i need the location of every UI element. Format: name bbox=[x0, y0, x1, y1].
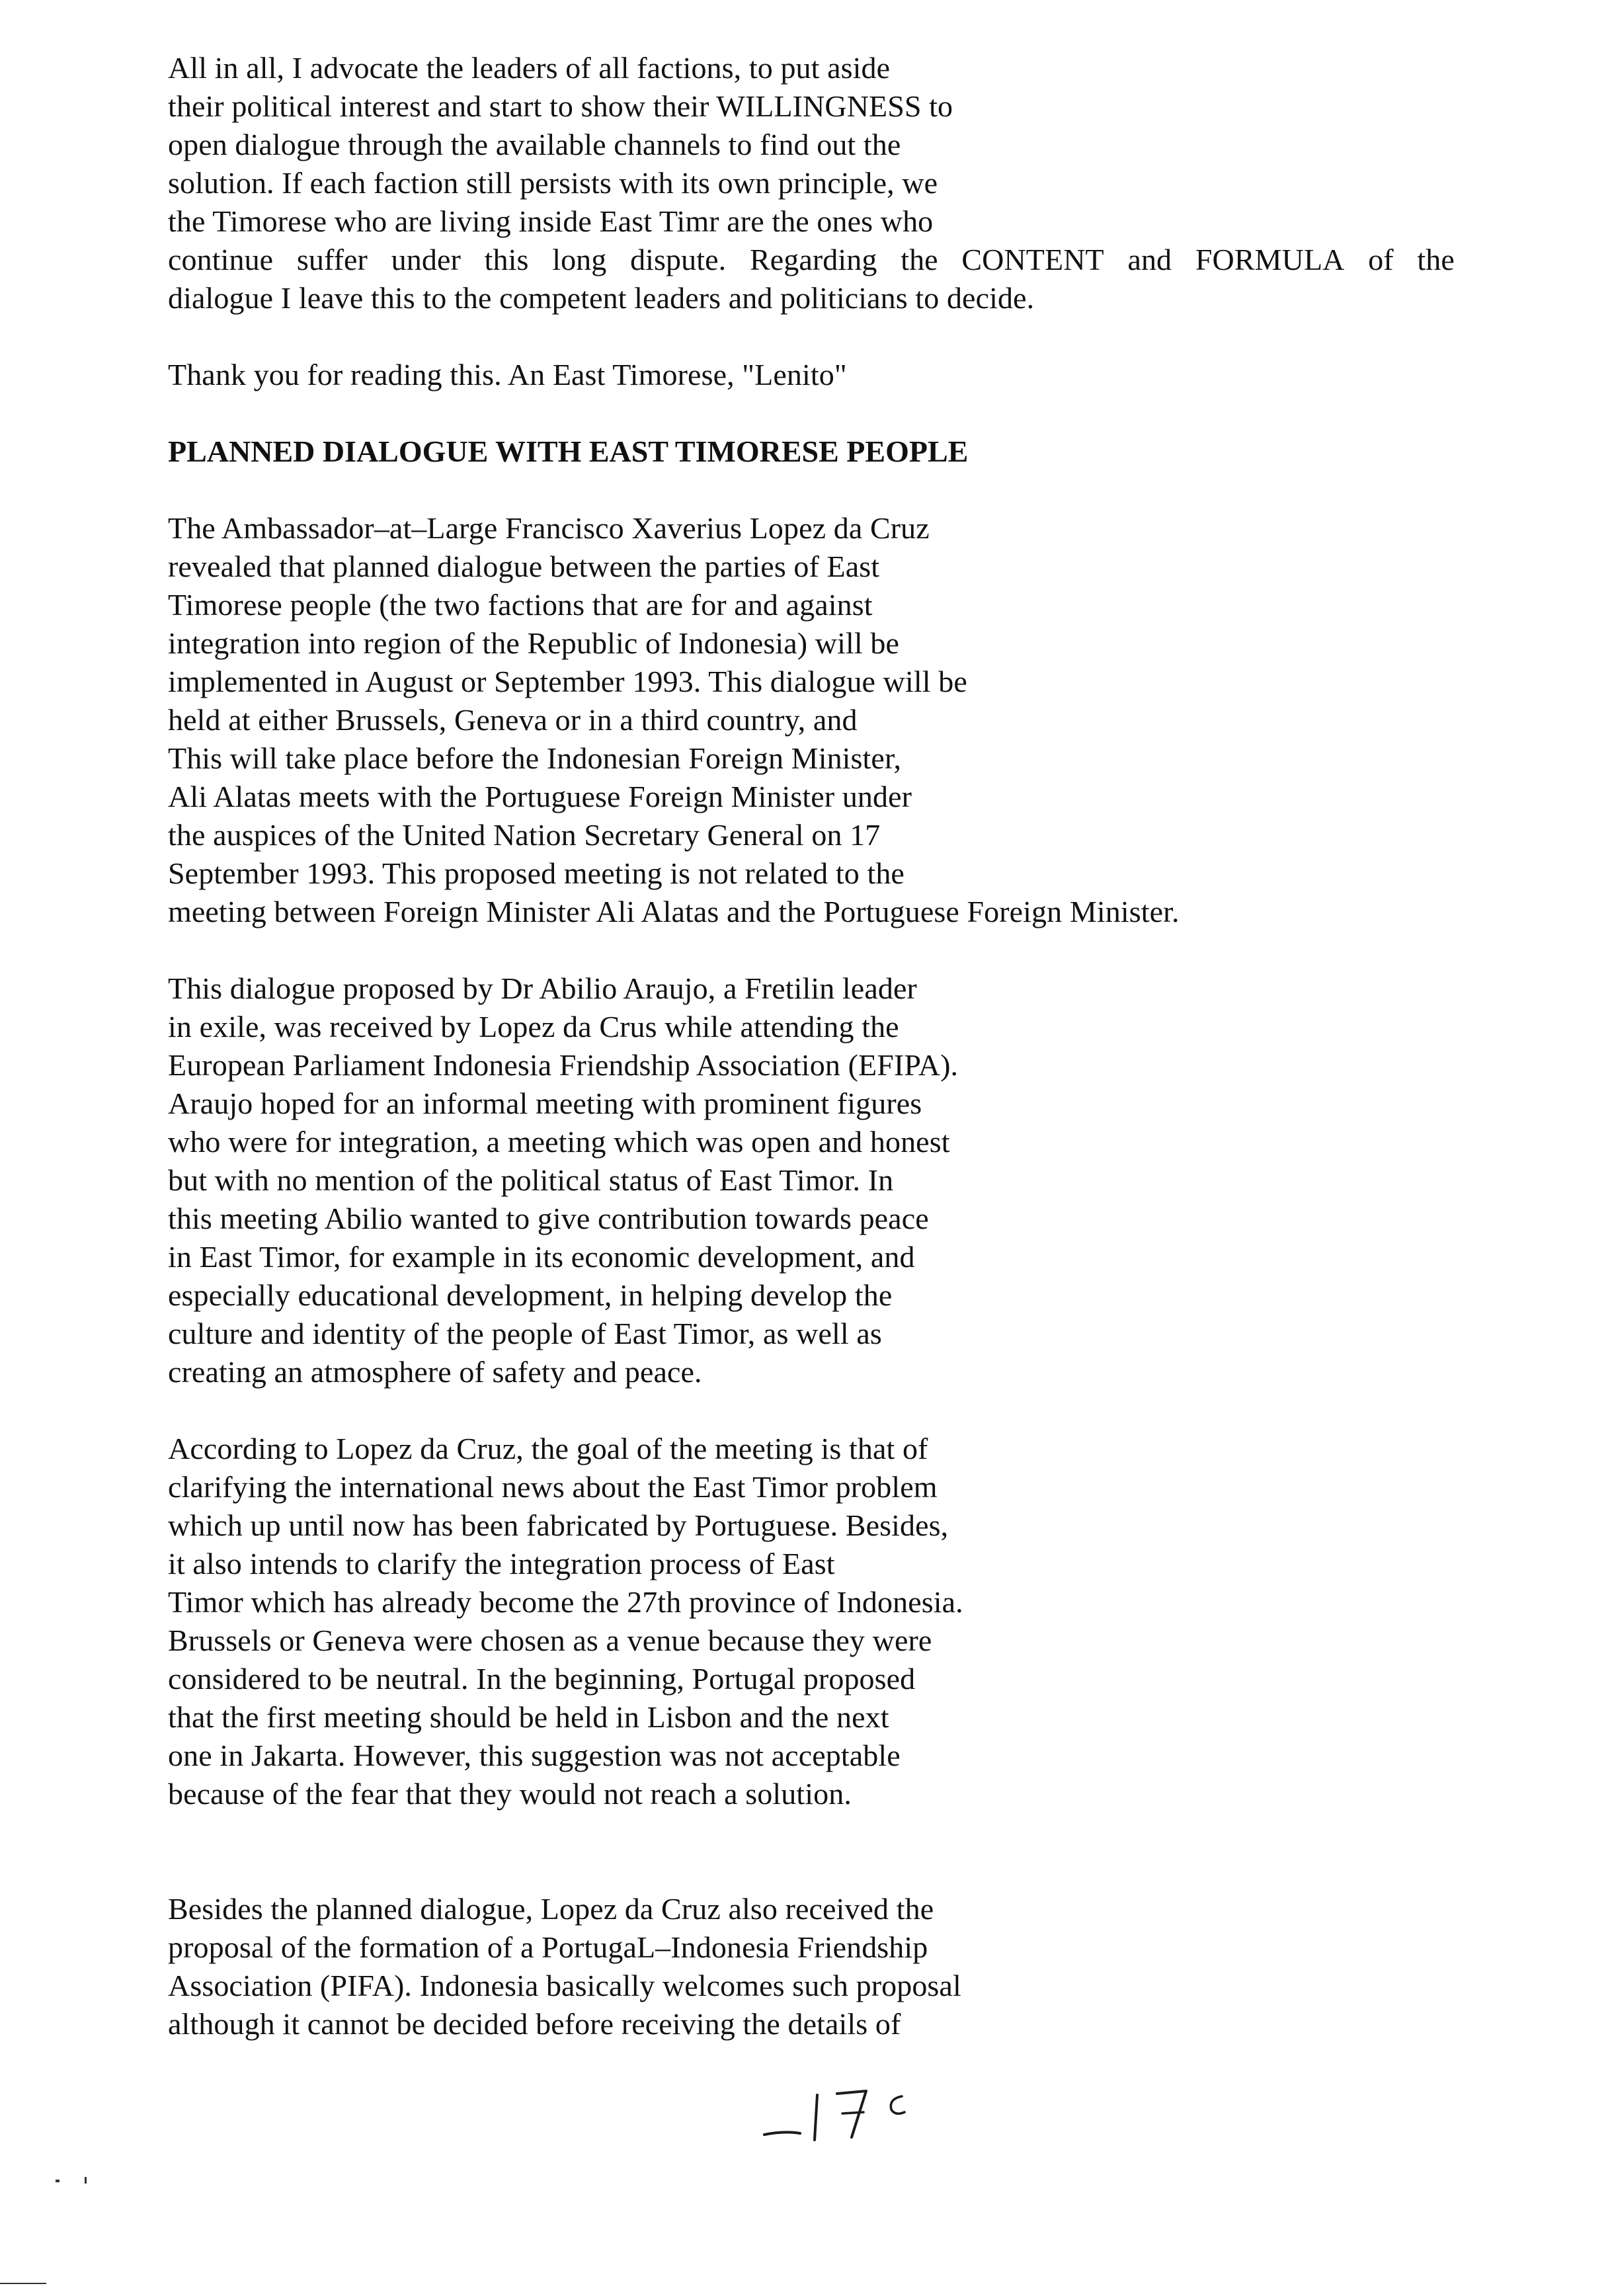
text-line: in exile, was received by Lopez da Crus while attending the bbox=[168, 1010, 899, 1044]
text-line: September 1993. This proposed meeting is not related to the bbox=[168, 856, 904, 890]
word: Regarding bbox=[749, 243, 877, 276]
text-line: This dialogue proposed by Dr Abilio Araujo, a Fretilin leader bbox=[168, 971, 917, 1005]
text-line: creating an atmosphere of safety and peace. bbox=[168, 1355, 702, 1389]
text-line: implemented in August or September 1993. This dialogue will be bbox=[168, 665, 967, 698]
text-line: especially educational development, in helping develop the bbox=[168, 1278, 893, 1312]
text-line: Brussels or Geneva were chosen as a venue because they were bbox=[168, 1623, 932, 1657]
paragraph-abilio-proposal bbox=[168, 969, 1517, 1391]
text-line: held at either Brussels, Geneva or in a third country, and bbox=[168, 703, 858, 737]
paragraph-planned-dialogue bbox=[168, 509, 1517, 931]
text-line: open dialogue through the available channels to find out the bbox=[168, 128, 901, 161]
text-line: dialogue I leave this to the competent leaders and politicians to decide. bbox=[168, 281, 1035, 315]
text-line: one in Jakarta. However, this suggestion was not acceptable bbox=[168, 1739, 901, 1772]
text-line: Araujo hoped for an informal meeting with prominent figures bbox=[168, 1086, 922, 1120]
text-line: revealed that planned dialogue between the parties of East bbox=[168, 550, 880, 583]
paragraph-gap bbox=[168, 394, 1517, 432]
paragraph-gap bbox=[168, 931, 1517, 969]
word: FORMULA bbox=[1195, 243, 1345, 276]
word: dispute. bbox=[630, 243, 727, 276]
paragraph-gap bbox=[168, 1391, 1517, 1430]
text-line: it also intends to clarify the integration process of East bbox=[168, 1547, 835, 1580]
scan-mark bbox=[56, 2180, 60, 2182]
word: under bbox=[391, 243, 461, 276]
handwritten-page-number bbox=[746, 2076, 918, 2149]
text-line: considered to be neutral. In the beginning, Portugal proposed bbox=[168, 1662, 916, 1696]
word: long bbox=[552, 243, 607, 276]
document-body bbox=[168, 49, 1517, 2043]
word: the bbox=[901, 243, 938, 276]
text-line: European Parliament Indonesia Friendship Association (EFIPA). bbox=[168, 1048, 959, 1082]
text-line: which up until now has been fabricated by Portuguese. Besides, bbox=[168, 1508, 949, 1542]
text-line: who were for integration, a meeting which was open and honest bbox=[168, 1125, 950, 1159]
word: CONTENT bbox=[961, 243, 1104, 276]
text-line: This will take place before the Indonesian Foreign Minister, bbox=[168, 741, 902, 775]
text-line: Timor which has already become the 27th province of Indonesia. bbox=[168, 1585, 963, 1619]
text-line: meeting between Foreign Minister Ali Alatas and the Portuguese Foreign Minister. bbox=[168, 895, 1180, 928]
text-line: in East Timor, for example in its economic development, and bbox=[168, 1240, 915, 1274]
text-line: Ali Alatas meets with the Portuguese Foreign Minister under bbox=[168, 780, 912, 813]
section-heading: PLANNED DIALOGUE WITH EAST TIMORESE PEOPLE bbox=[168, 434, 969, 468]
text-line: integration into region of the Republic of Indonesia) will be bbox=[168, 626, 899, 660]
paragraph-gap bbox=[168, 471, 1517, 509]
signoff-line: Thank you for reading this. An East Timorese, "Lenito" bbox=[168, 358, 847, 391]
text-line: culture and identity of the people of East Timor, as well as bbox=[168, 1317, 882, 1350]
justified-text-line bbox=[168, 241, 1455, 279]
word: the bbox=[1417, 243, 1455, 276]
word: of bbox=[1368, 243, 1394, 276]
word: this bbox=[484, 243, 529, 276]
paragraph-pifa-proposal bbox=[168, 1890, 1517, 2043]
scan-line bbox=[0, 2283, 46, 2284]
paragraph-gap bbox=[168, 1813, 1517, 1890]
text-line: The Ambassador–at–Large Francisco Xaverius Lopez da Cruz bbox=[168, 511, 930, 545]
paragraph-meeting-goal bbox=[168, 1430, 1517, 1813]
text-line: although it cannot be decided before receiving the details of bbox=[168, 2007, 901, 2041]
text-line: Besides the planned dialogue, Lopez da Cruz also received the bbox=[168, 1892, 934, 1926]
text-line: this meeting Abilio wanted to give contribution towards peace bbox=[168, 1202, 929, 1235]
paragraph-advocacy bbox=[168, 49, 1517, 317]
text-line: solution. If each faction still persists with its own principle, we bbox=[168, 166, 938, 200]
text-line: clarifying the international news about the East Timor problem bbox=[168, 1470, 938, 1504]
text-line: proposal of the formation of a PortugaL–Indonesia Friendship bbox=[168, 1930, 928, 1964]
text-line: but with no mention of the political status of East Timor. In bbox=[168, 1163, 894, 1197]
text-line: All in all, I advocate the leaders of all factions, to put aside bbox=[168, 51, 891, 85]
text-line: Timorese people (the two factions that are for and against bbox=[168, 588, 873, 622]
text-line: the auspices of the United Nation Secretary General on 17 bbox=[168, 818, 881, 852]
word: continue bbox=[168, 243, 274, 276]
paragraph-gap bbox=[168, 317, 1517, 356]
word: suffer bbox=[296, 243, 368, 276]
scan-mark bbox=[85, 2177, 87, 2184]
text-line: because of the fear that they would not reach a solution. bbox=[168, 1777, 852, 1811]
text-line: the Timorese who are living inside East Timr are the ones who bbox=[168, 204, 934, 238]
text-line: According to Lopez da Cruz, the goal of the meeting is that of bbox=[168, 1432, 928, 1465]
text-line: Association (PIFA). Indonesia basically welcomes such proposal bbox=[168, 1969, 961, 2002]
text-line: their political interest and start to show their WILLINGNESS to bbox=[168, 89, 953, 123]
word: and bbox=[1127, 243, 1172, 276]
text-line: that the first meeting should be held in Lisbon and the next bbox=[168, 1700, 889, 1734]
